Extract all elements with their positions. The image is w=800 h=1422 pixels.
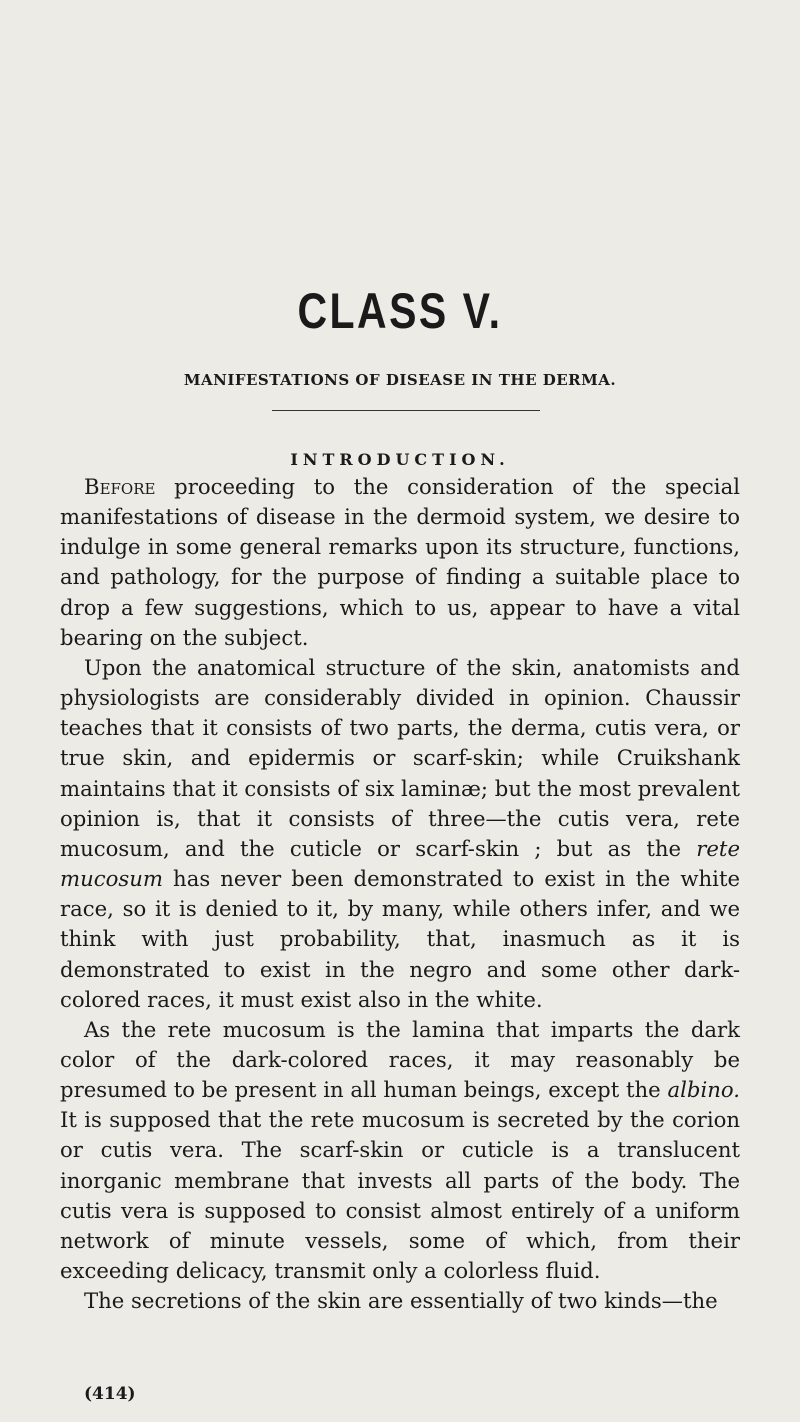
paragraph-text: proceeding to the consideration of the special manifestations of disease in the dermoid system, we desire to indulge in some general remarks upon its structure, functions, and pathology, for the purpose of finding a suitable place to drop a few suggestions, which to us, appear to have a vital bearing on the subject. — [60, 474, 740, 650]
paragraph — [60, 653, 740, 1015]
paragraph — [60, 1286, 740, 1316]
italic-term: rete mucosum — [60, 835, 740, 892]
page-number: (414) — [84, 1384, 136, 1404]
paragraph — [60, 1015, 740, 1286]
divider-rule — [272, 410, 540, 411]
section-heading: INTRODUCTION. — [290, 450, 510, 469]
paragraph-text: The secretions of the skin are essentially of two kinds—the — [84, 1288, 718, 1314]
paragraph-text: As the rete mucosum is the lamina that imparts the dark color of the dark-colored races, it may reasonably be presumed to be present in all human beings, except the — [60, 1016, 740, 1103]
class-title: CLASS V. — [297, 283, 503, 339]
italic-term: albino. — [667, 1077, 740, 1103]
paragraph-text: It is supposed that the rete mucosum is secreted by the corion or cutis vera. The scarf-skin or cuticle is a translucent inorganic membrane that invests all parts of the body. The cutis vera is supposed to consist almost entirely of a uniform network of minute vessels, some of which, from their exceeding delicacy, transmit only a colorless fluid. — [60, 1107, 740, 1284]
paragraph-text: has never been demonstrated to exist in the white race, so it is denied to it, by many, while others infer, and we think with just probability, that, inasmuch as it is demonstrated to exist in the negro and some other dark-colored races, it must exist also in the white. — [60, 866, 740, 1012]
chapter-subtitle: MANIFESTATIONS OF DISEASE IN THE DERMA. — [183, 371, 617, 389]
paragraph — [60, 472, 740, 653]
paragraph-text: Upon the anatomical structure of the skin, anatomists and physiologists are considerably divided in opinion. Chaussir teaches that it consists of two parts, the derma, cutis vera, or true skin, and epidermis or scarf-skin; while Cruikshank maintains that it consists of six laminæ; but the most prevalent opinion is, that it consists of three—the cutis vera, rete mucosum, and the cuticle or scarf-skin ; but as the — [60, 654, 740, 861]
body-text — [60, 472, 740, 1316]
lead-word: Before — [84, 474, 156, 499]
